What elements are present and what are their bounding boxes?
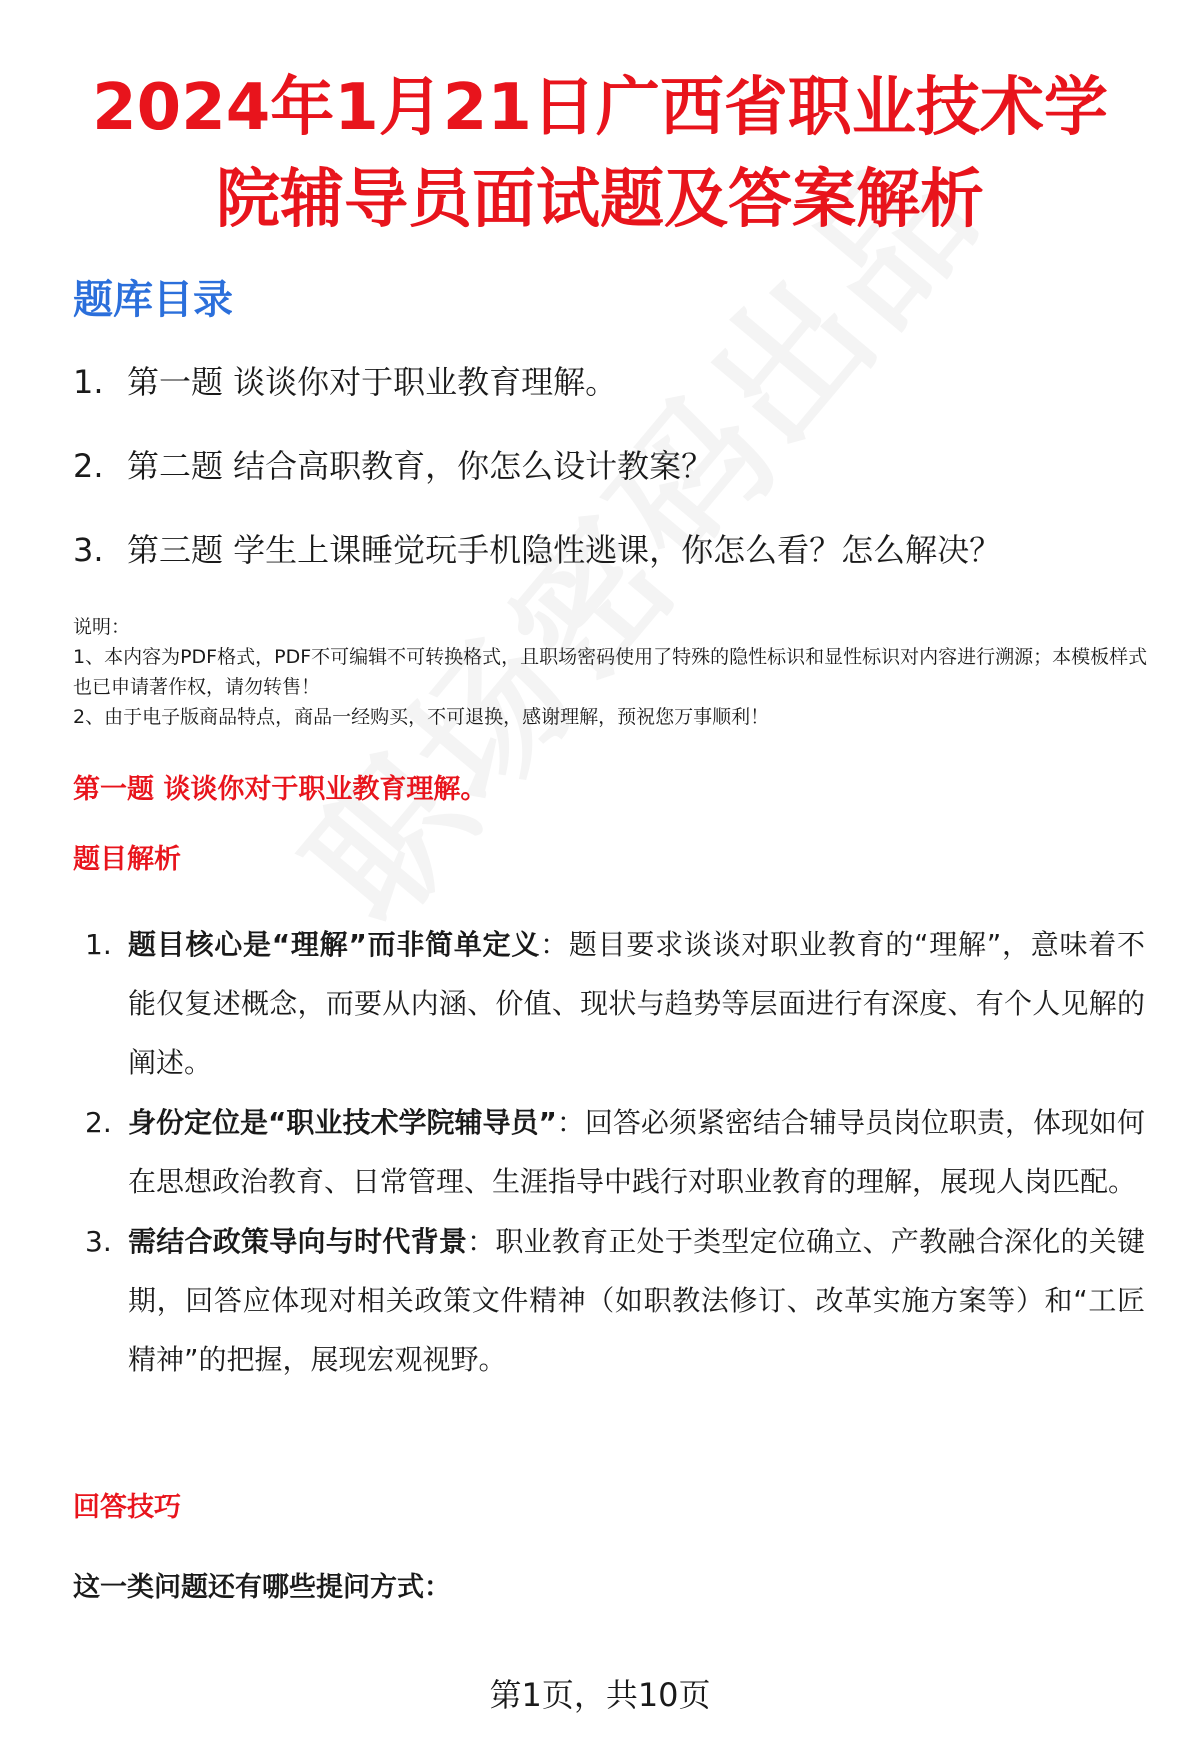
toc-item[interactable] [73, 528, 1001, 612]
analysis-item-body [128, 1093, 1145, 1211]
analysis-item-number: 2. [85, 1106, 112, 1139]
toc-item-number: 3. [73, 531, 104, 569]
analysis-item-number: 1. [85, 928, 112, 961]
note-line-2: 2、由于电子版商品特点，商品一经购买，不可退换，感谢理解，预祝您万事顺利！ [73, 706, 770, 728]
analysis-item [85, 1212, 1145, 1389]
analysis-item-keypoint: 题目核心是“理解”而非简单定义 [128, 928, 541, 961]
document-title [60, 62, 1140, 246]
analysis-list [85, 915, 1145, 1390]
question-1-title: 第一题 谈谈你对于职业教育理解。 [73, 774, 488, 805]
analysis-item-number: 3. [85, 1225, 112, 1258]
toc-item[interactable] [73, 360, 1001, 444]
analysis-item-keypoint: 身份定位是“职业技术学院辅导员” [128, 1106, 557, 1139]
analysis-item [85, 1093, 1145, 1211]
toc-item-text: 第一题 谈谈你对于职业教育理解。 [127, 363, 618, 401]
analysis-item-text: ：职业教育正处于类型定位确立、产教融合深化的关键期，回答应体现对相关政策文件精神（如职教法修订、改革实施方案等）和“工匠精神”的把握，展现宏观视野。 [128, 1225, 1145, 1376]
analysis-item-keypoint: 需结合政策导向与时代背景 [128, 1225, 468, 1258]
title-line-1: 2024年1月21日广西省职业技术学 [92, 71, 1108, 145]
toc-item-text: 第三题 学生上课睡觉玩手机隐性逃课，你怎么看？怎么解决？ [127, 531, 1002, 569]
analysis-heading: 题目解析 [73, 844, 181, 875]
analysis-item-body [128, 915, 1145, 1092]
analysis-item-text: ：题目要求谈谈对职业教育的“理解”，意味着不能仅复述概念，而要从内涵、价值、现状与趋势等层面进行有深度、有个人见解的阐述。 [128, 928, 1146, 1079]
analysis-item-body [128, 1212, 1145, 1389]
toc-heading: 题库目录 [73, 277, 233, 323]
other-questions-heading: 这一类问题还有哪些提问方式： [73, 1572, 451, 1603]
toc-item[interactable] [73, 444, 1001, 528]
analysis-item-text: ：回答必须紧密结合辅导员岗位职责，体现如何在思想政治教育、日常管理、生涯指导中践行对职业教育的理解，展现人岗匹配。 [128, 1106, 1145, 1198]
page-footer: 第1页，共10页 [489, 1676, 711, 1714]
toc-item-number: 2. [73, 447, 104, 485]
note-block [73, 612, 1163, 732]
note-label: 说明： [73, 616, 131, 638]
note-line-1: 1、本内容为PDF格式，PDF不可编辑不可转换格式，且职场密码使用了特殊的隐性标识和显性标识对内容进行溯源；本模板样式也已申请著作权，请勿转售！ [73, 646, 1148, 698]
toc-list [73, 360, 1001, 612]
toc-item-text: 第二题 结合高职教育，你怎么设计教案？ [127, 447, 714, 485]
analysis-item [85, 915, 1145, 1092]
title-line-2: 院辅导员面试题及答案解析 [216, 163, 984, 237]
tips-heading: 回答技巧 [73, 1492, 181, 1523]
toc-item-number: 1. [73, 363, 104, 401]
